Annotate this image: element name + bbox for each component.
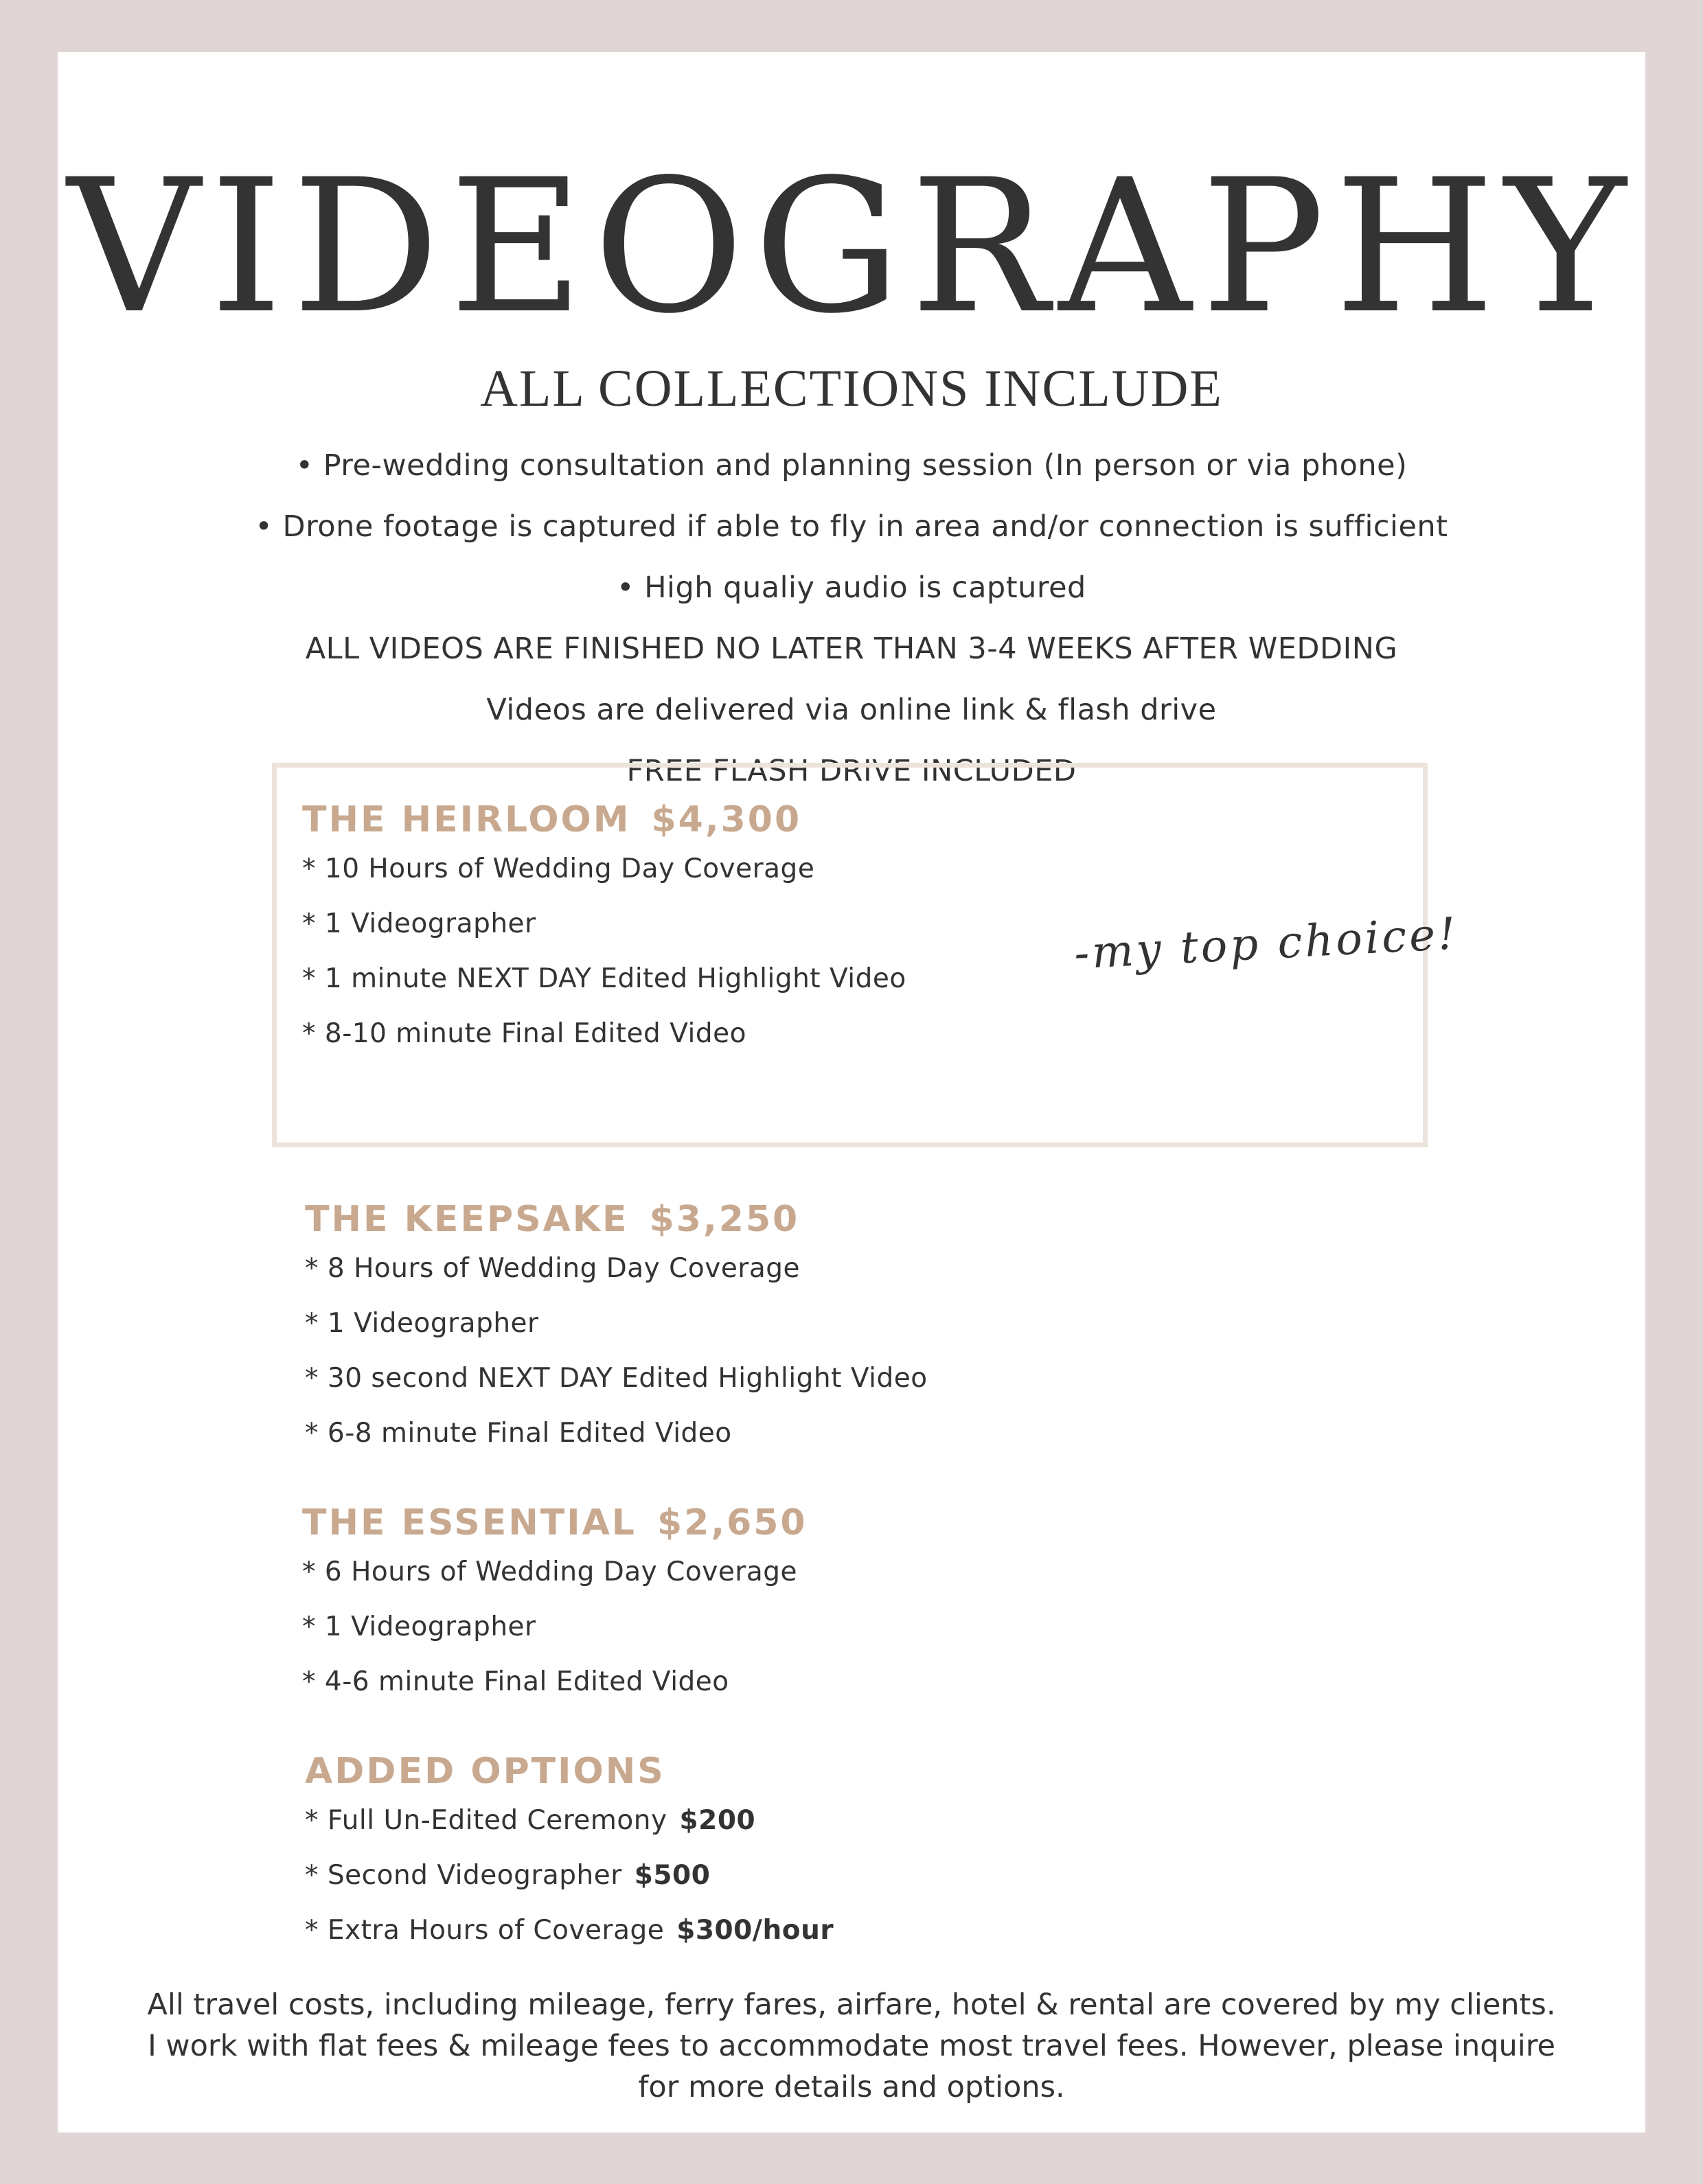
package-title <box>305 1197 928 1241</box>
added-options <box>305 1749 834 1958</box>
package-item: * 4-6 minute Final Edited Video <box>302 1666 729 1697</box>
package-heirloom <box>302 798 906 1061</box>
travel-footer <box>99 1984 1604 2108</box>
include-item: ALL VIDEOS ARE FINISHED NO LATER THAN 3-4 WEEKS AFTER WEDDING <box>305 632 1398 666</box>
includes-list <box>58 435 1645 802</box>
option-item <box>305 1903 834 1958</box>
footer-line: for more details and options. <box>638 2070 1065 2104</box>
package-essential <box>302 1501 808 1710</box>
price-sheet <box>58 52 1645 2133</box>
package-price: $2,650 <box>656 1502 808 1543</box>
page-title: VIDEOGRAPHY <box>67 140 1636 354</box>
footer-line: All travel costs, including mileage, ferry fares, airfare, hotel & rental are covered by my clients. <box>147 1988 1556 2022</box>
package-price: $4,300 <box>651 799 802 840</box>
option-price: $300/hour <box>676 1915 834 1946</box>
option-price: $200 <box>679 1805 756 1836</box>
package-price: $3,250 <box>649 1199 800 1240</box>
package-item: * 10 Hours of Wedding Day Coverage <box>302 853 815 884</box>
package-item: * 6 Hours of Wedding Day Coverage <box>302 1556 797 1587</box>
package-item: * 1 Videographer <box>302 1611 536 1642</box>
top-choice-note: -my top choice! <box>1073 908 1460 980</box>
option-item <box>305 1848 834 1903</box>
footer-line: I work with flat fees & mileage fees to accommodate most travel fees. However, please inquire <box>148 2029 1555 2063</box>
include-item: • High qualiy audio is captured <box>617 571 1086 605</box>
option-price: $500 <box>634 1860 711 1891</box>
package-item: * 1 Videographer <box>302 908 536 939</box>
include-item: • Pre-wedding consultation and planning session (In person or via phone) <box>295 448 1408 483</box>
option-label: * Extra Hours of Coverage <box>305 1915 665 1946</box>
package-item: * 30 second NEXT DAY Edited Highlight Video <box>305 1363 928 1394</box>
package-title <box>302 1501 808 1545</box>
option-label: * Second Videographer <box>305 1860 622 1891</box>
package-item: * 1 minute NEXT DAY Edited Highlight Video <box>302 963 906 994</box>
include-item: FREE FLASH DRIVE INCLUDED <box>626 754 1077 788</box>
option-label: * Full Un-Edited Ceremony <box>305 1805 667 1836</box>
added-options-title: ADDED OPTIONS <box>305 1751 665 1792</box>
package-item: * 6-8 minute Final Edited Video <box>305 1418 732 1449</box>
include-item: • Drone footage is captured if able to fly in area and/or connection is sufficient <box>255 509 1448 544</box>
package-name: THE KEEPSAKE <box>305 1199 629 1240</box>
package-name: THE HEIRLOOM <box>302 799 631 840</box>
collections-subtitle: ALL COLLECTIONS INCLUDE <box>480 360 1223 417</box>
package-title <box>302 798 906 842</box>
package-name: THE ESSENTIAL <box>302 1502 637 1543</box>
package-item: * 8-10 minute Final Edited Video <box>302 1018 746 1049</box>
option-item <box>305 1793 834 1848</box>
package-keepsake <box>305 1197 928 1461</box>
package-item: * 8 Hours of Wedding Day Coverage <box>305 1253 800 1284</box>
package-item: * 1 Videographer <box>305 1308 539 1339</box>
include-item: Videos are delivered via online link & flash drive <box>486 693 1217 727</box>
